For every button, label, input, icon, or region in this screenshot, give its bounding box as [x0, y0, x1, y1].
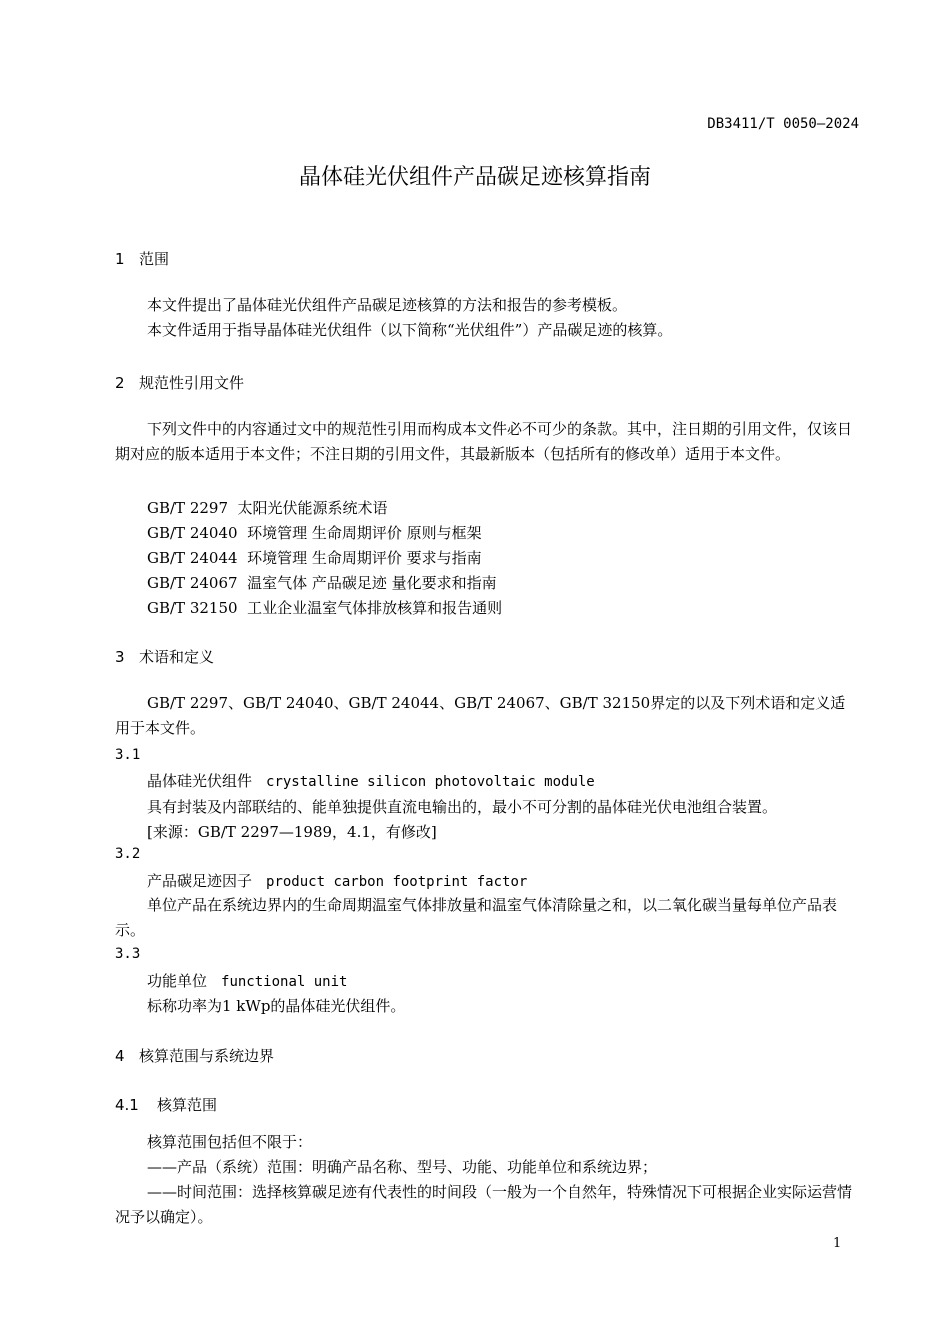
section-4-title: 核算范围与系统边界 [139, 1047, 275, 1065]
term-3-2-title [147, 870, 527, 891]
reference-item: GB/T 32150 工业企业温室气体排放核算和报告通则 [147, 599, 503, 617]
section-3-intro: GB/T 2297、GB/T 24040、GB/T 24044、GB/T 24067、GB/T 32150界定的以及下列术语和定义适用于本文件。 [115, 694, 846, 737]
section-1-paragraph-1: 本文件提出了晶体硅光伏组件产品碳足迹核算的方法和报告的参考模板。 [147, 296, 628, 314]
section-2-number: 2 [115, 374, 125, 392]
subsection-4-1-intro: 核算范围包括但不限于： [147, 1133, 313, 1151]
term-3-1-definition: 具有封装及内部联结的、能单独提供直流电输出的，最小不可分割的晶体硅光伏电池组合装置。 [147, 798, 778, 816]
reference-item: GB/T 2297 太阳光伏能源系统术语 [147, 499, 388, 517]
term-3-3-definition: 标称功率为1 kWp的晶体硅光伏组件。 [147, 997, 406, 1015]
section-3-number: 3 [115, 648, 125, 666]
section-1-heading [115, 248, 169, 269]
section-3-heading [115, 646, 214, 667]
reference-item: GB/T 24044 环境管理 生命周期评价 要求与指南 [147, 549, 482, 567]
term-3-3-en: functional unit [221, 974, 348, 990]
section-4-heading [115, 1045, 274, 1066]
term-3-3-title [147, 970, 347, 991]
term-3-1-number: 3.1 [115, 747, 141, 763]
section-2-title: 规范性引用文件 [139, 374, 245, 392]
document-code: DB3411/T 0050—2024 [707, 116, 859, 132]
document-title: 晶体硅光伏组件产品碳足迹核算指南 [298, 165, 651, 190]
section-1-paragraph-2: 本文件适用于指导晶体硅光伏组件（以下简称“光伏组件”）产品碳足迹的核算。 [147, 321, 673, 339]
reference-item: GB/T 24040 环境管理 生命周期评价 原则与框架 [147, 524, 482, 542]
term-3-3-number: 3.3 [115, 946, 141, 962]
term-3-1-source: [来源：GB/T 2297—1989，4.1，有修改] [147, 823, 437, 841]
section-1-title: 范围 [139, 250, 170, 268]
page-number: 1 [833, 1236, 842, 1251]
term-3-1-title [147, 770, 595, 791]
term-3-2-definition: 单位产品在系统边界内的生命周期温室气体排放量和温室气体清除量之和，以二氧化碳当量每单位产品表示。 [115, 896, 838, 939]
section-2-heading [115, 372, 244, 393]
subsection-4-1-heading [115, 1094, 217, 1115]
subsection-4-1-number: 4.1 [115, 1096, 139, 1114]
term-3-1-zh: 晶体硅光伏组件 [147, 772, 253, 790]
scope-item-time: ——时间范围：选择核算碳足迹有代表性的时间段（一般为一个自然年，特殊情况下可根据企业实际运营情况予以确定）。 [115, 1183, 853, 1226]
term-3-2-zh: 产品碳足迹因子 [147, 872, 253, 890]
section-3-title: 术语和定义 [139, 648, 215, 666]
section-1-number: 1 [115, 250, 125, 268]
term-3-2-en: product carbon footprint factor [266, 874, 528, 890]
subsection-4-1-title: 核算范围 [157, 1096, 218, 1114]
term-3-2-number: 3.2 [115, 846, 141, 862]
scope-item-product: ——产品（系统）范围：明确产品名称、型号、功能、功能单位和系统边界； [147, 1158, 658, 1176]
term-3-3-zh: 功能单位 [147, 972, 208, 990]
term-3-1-en: crystalline silicon photovoltaic module [266, 774, 595, 790]
reference-item: GB/T 24067 温室气体 产品碳足迹 量化要求和指南 [147, 574, 497, 592]
section-2-intro: 下列文件中的内容通过文中的规范性引用而构成本文件必不可少的条款。其中，注日期的引用文件，仅该日期对应的版本适用于本文件；不注日期的引用文件，其最新版本（包括所有的修改单）适用于本文件。 [115, 420, 853, 463]
section-4-number: 4 [115, 1047, 125, 1065]
